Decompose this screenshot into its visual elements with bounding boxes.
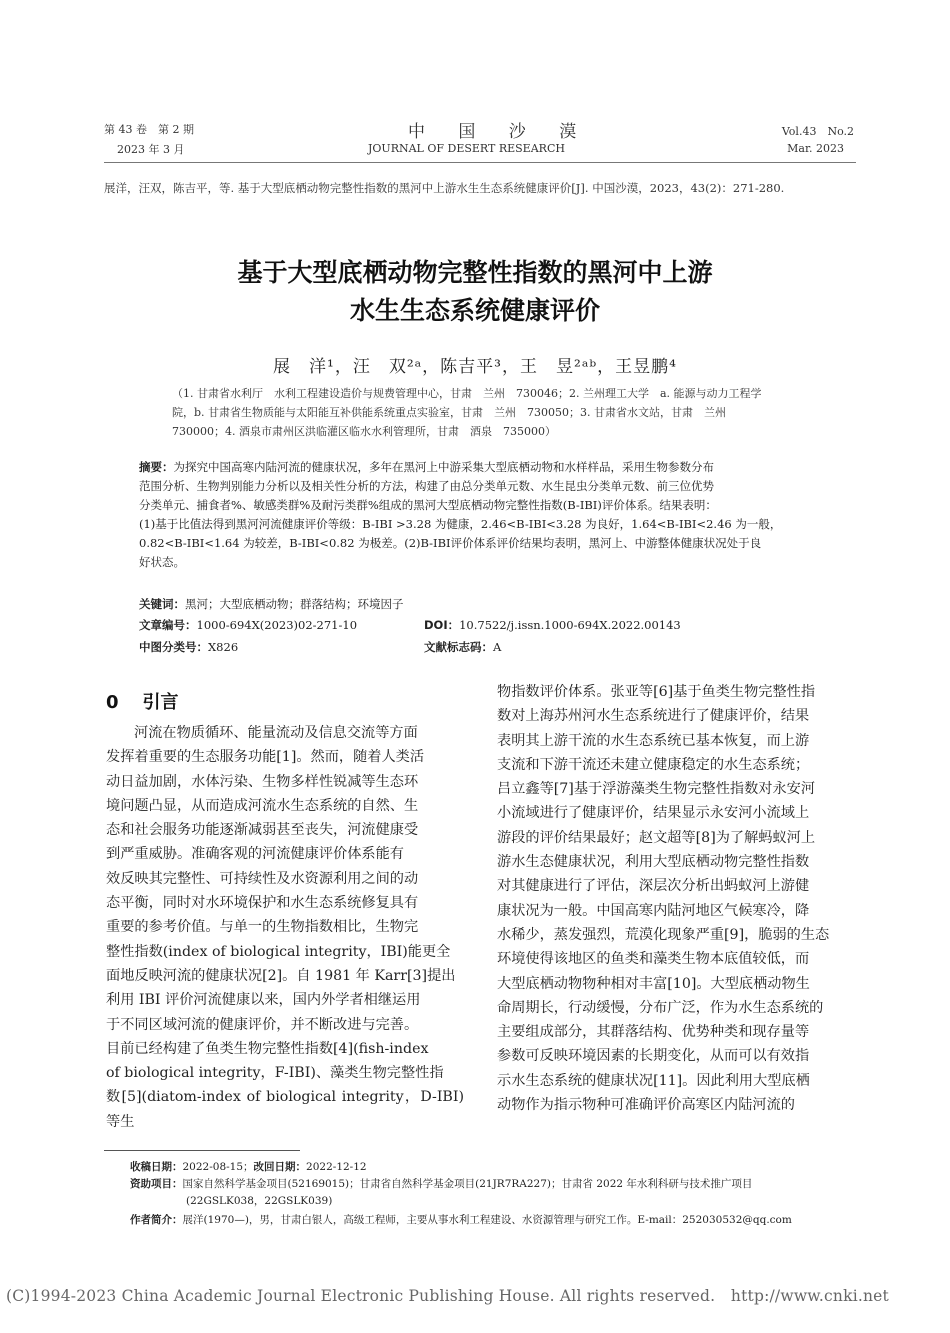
text-line: 整性指数(index of biological integrity，IBI)能更全	[106, 943, 451, 960]
volume-en: Vol.43 No.2	[781, 125, 854, 138]
abstract-line: 分类单元、捕食者%、敏感类群%及耐污类群%组成的黑河大型底栖动物完整性指数(B-IBI)评价体系。结果表明：	[139, 498, 717, 512]
footnote-rule	[104, 1150, 300, 1151]
clc-value: X826	[208, 640, 239, 654]
text-line: 表明其上游干流的水生态系统已基本恢复，而上游	[497, 732, 810, 749]
text-line: 吕立鑫等[7]基于浮游藻类生物完整性指数对永安河	[497, 781, 816, 798]
text-line: 支流和下游干流还未建立健康稳定的水生态系统；	[497, 756, 810, 773]
revised-date: 2022-12-12	[306, 1161, 367, 1173]
left-column	[106, 721, 464, 1134]
citation: 展洋，汪双，陈吉平，等. 基于大型底栖动物完整性指数的黑河中上游水生生态系统健康评价[J]. 中国沙漠，2023，43(2)：271-280.	[104, 181, 785, 195]
title-line-2: 水生生态系统健康评价	[349, 296, 600, 325]
text-line: 大型底栖动物物种相对丰富[10]。大型底栖动物生	[497, 975, 810, 992]
text-line: 境问题凸显，从而造成河流水生态系统的自然、生	[106, 797, 419, 814]
document-code-label: 文献标志码：	[424, 640, 493, 654]
received-dates	[130, 1159, 858, 1176]
received-label: 收稿日期：	[130, 1161, 183, 1173]
funding-label: 资助项目：	[130, 1178, 183, 1190]
text-line: 水稀少，蒸发强烈，荒漠化现象严重[9]，脆弱的生态	[497, 926, 830, 943]
right-column	[497, 680, 855, 1117]
abstract-line: 0.82<B-IBI<1.64 为较差，B-IBI<0.82 为极差。(2)B-IBI评价体系评价结果均表明，黑河上、中游整体健康状况处于良	[139, 536, 762, 550]
keywords	[139, 596, 404, 612]
text-line: 数对上海苏州河水生态系统进行了健康评价，结果	[497, 708, 810, 725]
volume-issue: 第 43 卷 第 2 期	[104, 123, 194, 136]
text-line: 小流域进行了健康评价，结果显示永安河小流域上	[497, 805, 810, 822]
keywords-value: 黑河；大型底栖动物；群落结构；环境因子	[185, 597, 404, 611]
article-number	[139, 617, 357, 633]
journal-name-cn: 中 国 沙 漠	[408, 122, 591, 142]
doi	[424, 617, 681, 633]
text-line: 示水生态系统的健康状况[11]。因此利用大型底栖	[497, 1072, 810, 1089]
section-title: 引言	[142, 692, 179, 713]
abstract-label: 摘要：	[139, 460, 174, 474]
received-date: 2022-08-15；	[182, 1161, 254, 1173]
text-line: 面地反映河流的健康状况[2]。自 1981 年 Karr[3]提出	[106, 967, 456, 984]
abstract-line: 为探究中国高寒内陆河流的健康状况，多年在黑河上中游采集大型底栖动物和水样样品，采用生物参数分布	[173, 460, 714, 474]
title-line-1: 基于大型底栖动物完整性指数的黑河中上游	[237, 258, 713, 287]
text-line: 动物作为指示物种可准确评价高寒区内陆河流的	[497, 1097, 795, 1114]
doi-value[interactable]: 10.7522/j.issn.1000-694X.2022.00143	[459, 618, 681, 632]
affiliation-line: 院，b. 甘肃省生物质能与太阳能互补供能系统重点实验室，甘肃 兰州 730050；3. 甘肃省水文站，甘肃 兰州	[172, 406, 727, 419]
author-bio-text: 展洋(1970—)，男，甘肃白银人，高级工程师，主要从事水利工程建设、水资源管理与研究工作。E-mail：252030532@qq.com	[182, 1214, 792, 1226]
funding	[130, 1176, 858, 1193]
article-number-label: 文章编号：	[139, 618, 197, 632]
funding-line-2: (22GSLK038，22GSLK039)	[186, 1195, 333, 1207]
document-code	[424, 639, 501, 655]
text-line: 物指数评价体系。张亚等[6]基于鱼类生物完整性指	[497, 684, 816, 700]
copyright-notice: (C)1994-2023 China Academic Journal Electronic Publishing House. All rights reserved. http://www.cnki.net	[6, 1287, 889, 1305]
affiliation-line: （1. 甘肃省水利厅 水利工程建设造价与规费管理中心，甘肃 兰州 730046；2. 兰州理工大学 a. 能源与动力工程学	[172, 387, 762, 400]
doi-label: DOI：	[424, 618, 460, 632]
journal-name-en: JOURNAL OF DESERT RESEARCH	[368, 142, 565, 155]
text-line: 态和社会服务功能逐渐减弱甚至丧失，河流健康受	[106, 822, 419, 839]
clc-number	[139, 639, 238, 655]
revised-label: 改回日期：	[253, 1161, 307, 1173]
authors: 展 洋¹，汪 双²ᵃ，陈吉平³，王 昱²ᵃᵇ，王昱鹏⁴	[273, 357, 677, 377]
text-line: 游水生态健康状况，利用大型底栖动物完整性指数	[497, 854, 810, 871]
article-number-value: 1000-694X(2023)02-271-10	[196, 618, 358, 632]
affiliation-line: 730000；4. 酒泉市肃州区洪临灌区临水水利管理所，甘肃 酒泉 735000）	[172, 425, 556, 438]
header-rule	[104, 162, 856, 163]
text-line: 目前已经构建了鱼类生物完整性指数[4](fish-index	[106, 1040, 429, 1057]
text-line: 游段的评价结果最好；赵文超等[8]为了解蚂蚁河上	[497, 829, 816, 846]
text-line: 河流在物质循环、能量流动及信息交流等方面	[134, 725, 418, 741]
text-line: 对其健康进行了评估，深层次分析出蚂蚁河上游健	[497, 878, 810, 895]
text-line: 发挥着重要的生态服务功能[1]。然而，随着人类活	[106, 749, 425, 766]
author-bio-label: 作者简介：	[130, 1214, 183, 1226]
text-line: 重要的参考价值。与单一的生物指数相比，生物完	[106, 919, 419, 936]
funding-line-1: 国家自然科学基金项目(52169015)；甘肃省自然科学基金项目(21JR7RA227)；甘肃省 2022 年水利科研与技术推广项目	[182, 1178, 753, 1190]
document-code-value: A	[493, 640, 502, 654]
text-line: 利用 IBI 评价河流健康以来，国内外学者相继运用	[106, 992, 421, 1009]
abstract-line: 好状态。	[139, 555, 185, 569]
text-line: 康状况为一般。中国高寒内陆河地区气候寒冷，降	[497, 902, 810, 919]
text-line: 主要组成部分，其群落结构、优势种类和现存量等	[497, 1024, 810, 1041]
abstract-line: (1)基于比值法得到黑河河流健康评价等级：B-IBI >3.28 为健康，2.46<B-IBI<3.28 为良好，1.64<B-IBI<2.46 为一般，	[139, 517, 782, 531]
author-bio	[130, 1212, 858, 1229]
text-line: of biological integrity，F-IBI)、藻类生物完整性指	[106, 1065, 444, 1082]
clc-label: 中图分类号：	[139, 640, 208, 654]
date-en: Mar. 2023	[787, 142, 844, 155]
abstract-line: 范围分析、生物判别能力分析以及相关性分析的方法，构建了由总分类单元数、水生昆虫分类单元数、前三位优势	[139, 479, 714, 493]
date-cn: 2023 年 3 月	[117, 143, 185, 156]
section-number: 0	[106, 692, 119, 713]
text-line: 效反映其完整性、可持续性及水资源利用之间的动	[106, 870, 419, 887]
section-heading	[106, 688, 179, 714]
text-line: 环境使得该地区的鱼类和藻类生物本底值较低，而	[497, 951, 810, 968]
text-line: 于不同区域河流的健康评价，并不断改进与完善。	[106, 1016, 419, 1033]
abstract	[139, 458, 839, 572]
text-line: 动日益加剧，水体污染、生物多样性锐减等生态环	[106, 773, 419, 790]
affiliations	[172, 384, 812, 441]
text-line: 参数可反映环境因素的长期变化，从而可以有效指	[497, 1048, 810, 1065]
footnotes	[130, 1159, 858, 1229]
text-line: 态平衡，同时对水环境保护和水生态系统修复具有	[106, 895, 419, 912]
keywords-label: 关键词：	[139, 597, 185, 611]
text-line: 到严重威胁。准确客观的河流健康评价体系能有	[106, 846, 404, 863]
text-line: 命周期长，行动缓慢，分布广泛，作为水生态系统的	[497, 999, 824, 1016]
text-line: 数[5](diatom-index of biological integrity，D-IBI)等生	[106, 1089, 464, 1130]
